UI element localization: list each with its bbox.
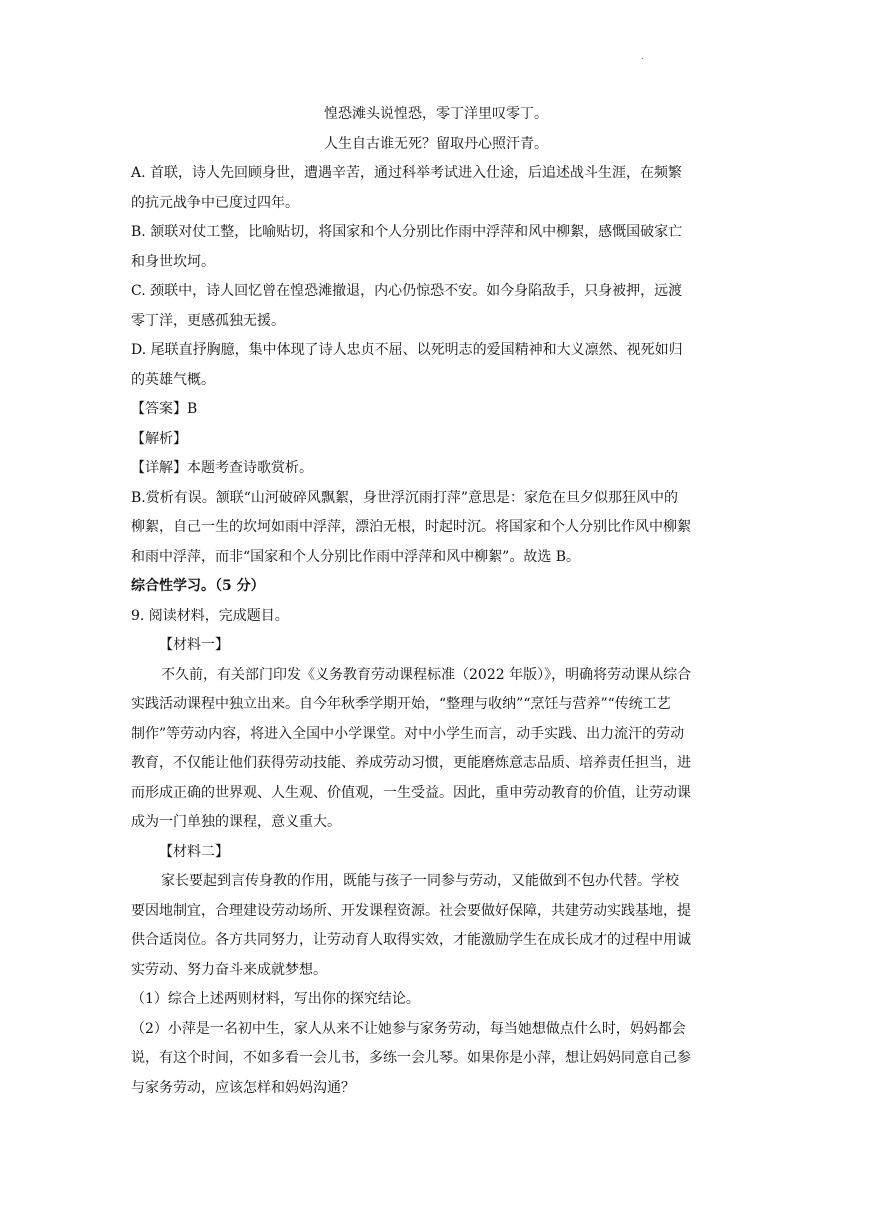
- material-2-line: 实劳动、努力奋斗来成就梦想。: [131, 961, 327, 978]
- option-d-line: D. 尾联直抒胸臆，集中体现了诗人忠贞不屈、以死明志的爱国精神和大义凛然、视死如归: [131, 342, 683, 358]
- explanation-line: 和雨中浮萍，而非“国家和个人分别比作雨中浮萍和风中柳絮”。故选 B。: [131, 548, 581, 565]
- document-body: [131, 100, 741, 1103]
- sub-question-2-line: 与家务劳动，应该怎样和妈妈沟通？: [131, 1079, 355, 1096]
- poem-line: 惶恐滩头说惶恐，零丁洋里叹零丁。: [324, 106, 548, 122]
- explanation-line: B.赏析有误。颔联“山河破碎风飘絮，身世浮沉雨打萍”意思是：家危在旦夕似那狂风中的: [131, 489, 679, 506]
- material-1-line: 而形成正确的世界观、人生观、价值观，一生受益。因此，重申劳动教育的价值，让劳动课: [131, 784, 691, 801]
- analysis-label: 【解析】: [131, 430, 187, 447]
- option-b-line: 和身世坎坷。: [131, 253, 215, 270]
- option-b-line: B. 颔联对仗工整，比喻贴切，将国家和个人分别比作雨中浮萍和风中柳絮，感慨国破家亡: [131, 224, 683, 240]
- material-1-label: 【材料一】: [159, 637, 229, 653]
- detail-label: 【详解】本题考查诗歌赏析。: [131, 460, 313, 476]
- material-2-line: 家长要起到言传身教的作用，既能与孩子一同参与劳动，又能做到不包办代替。学校: [161, 873, 679, 889]
- sub-question-1: （1）综合上述两则材料，写出你的探究结论。: [131, 991, 420, 1007]
- material-1-line: 成为一门单独的课程，意义重大。: [131, 814, 341, 830]
- material-1-line: 不久前，有关部门印发《义务教育劳动课程标准（2022 年版）》，明确将劳动课从综合: [161, 666, 692, 683]
- option-c-line: C. 颈联中，诗人回忆曾在惶恐滩撤退，内心仍惊恐不安。如今身陷敌手，只身被押，远渡: [131, 283, 683, 299]
- material-2-label: 【材料二】: [159, 843, 229, 860]
- material-2-line: 要因地制宜，合理建设劳动场所、开发课程资源。社会要做好保障，共建劳动实践基地，提: [131, 902, 691, 919]
- question-9-title: 9. 阅读材料，完成题目。: [131, 607, 289, 624]
- answer-label: 【答案】B: [131, 401, 198, 417]
- material-1-line: 教育，不仅能让他们获得劳动技能、养成劳动习惯，更能磨炼意志品质、培养责任担当，进: [131, 755, 691, 771]
- option-a-line: A. 首联，诗人先回顾身世，遭遇辛苦，通过科举考试进入仕途，后追述战斗生涯，在频繁: [131, 165, 683, 181]
- sub-question-2-line: 说，有这个时间，不如多看一会儿书，多练一会儿琴。如果你是小萍，想让妈妈同意自己参: [131, 1050, 691, 1066]
- material-2-line: 供合适岗位。各方共同努力，让劳动育人取得实效，才能激励学生在成长成才的过程中用诚: [131, 932, 691, 948]
- sub-question-2-line: （2）小萍是一名初中生，家人从来不让她参与家务劳动，每当她想做点什么时，妈妈都会: [131, 1020, 686, 1037]
- explanation-line: 柳絮，自己一生的坎坷如雨中浮萍，漂泊无根，时起时沉。将国家和个人分别比作风中柳絮: [131, 519, 691, 535]
- material-1-line: 实践活动课程中独立出来。自今年秋季学期开始，“整理与收纳”“烹饪与营养”“传统工艺: [131, 696, 671, 712]
- header-mark: .: [641, 52, 644, 61]
- poem-line: 人生自古谁无死？留取丹心照汗青。: [324, 135, 548, 152]
- material-1-line: 制作”等劳动内容，将进入全国中小学课堂。对中小学生而言，动手实践、出力流汗的劳动: [131, 725, 685, 742]
- option-c-line: 零丁洋，更感孤独无援。: [131, 312, 285, 329]
- option-a-line: 的抗元战争中已度过四年。: [131, 194, 299, 211]
- section-title: 综合性学习。（5 分）: [131, 578, 265, 594]
- option-d-line: 的英雄气概。: [131, 371, 215, 388]
